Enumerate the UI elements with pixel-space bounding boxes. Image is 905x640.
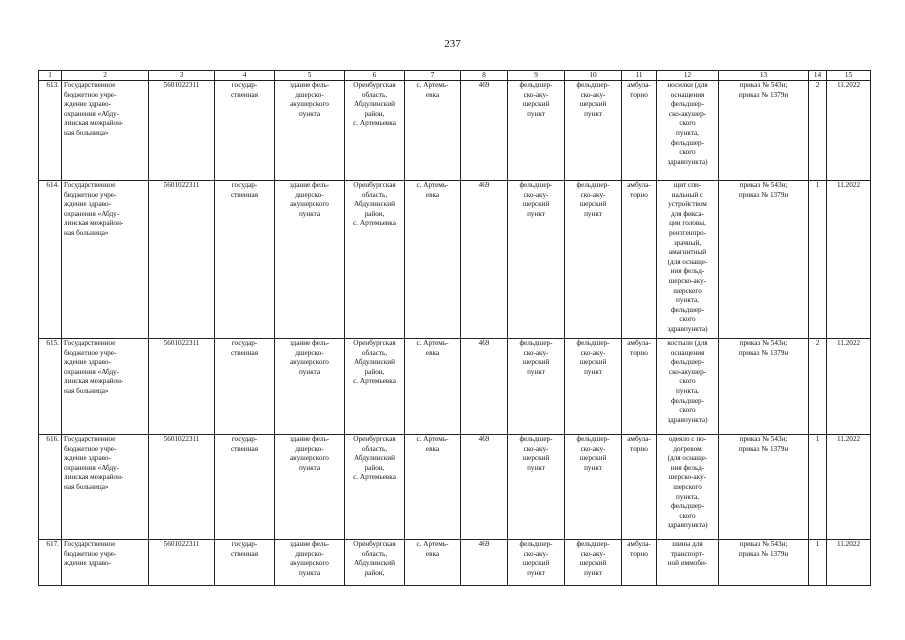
column-header: 15 — [827, 71, 871, 81]
table-row — [39, 540, 871, 586]
column-header: 5 — [275, 71, 345, 81]
ownership-cell: государ- ственная — [215, 435, 275, 540]
order-cell: приказ № 543н; приказ № 1379н — [719, 339, 809, 435]
care-form-cell: амбула- торно — [622, 339, 657, 435]
quantity-cell: 2 — [809, 81, 827, 181]
date-cell: 11.2022 — [827, 339, 871, 435]
column-header: 10 — [565, 71, 622, 81]
registry-table — [38, 70, 871, 586]
population-cell: 469 — [461, 339, 508, 435]
building-cell: здание фель- дшерско- акушерского пункта — [275, 81, 345, 181]
column-header: 4 — [215, 71, 275, 81]
unit-type-cell: фельдшер- ско-аку- шерский пункт — [508, 339, 565, 435]
table-row — [39, 339, 871, 435]
date-cell: 11.2022 — [827, 540, 871, 586]
care-form-cell: амбула- торно — [622, 181, 657, 339]
order-cell: приказ № 543н; приказ № 1379н — [719, 540, 809, 586]
building-cell: здание фель- дшерско- акушерского пункта — [275, 339, 345, 435]
building-cell: здание фель- дшерско- акушерского пункта — [275, 540, 345, 586]
settlement-cell: с. Артемь- евка — [405, 181, 461, 339]
column-header: 3 — [149, 71, 215, 81]
column-header: 7 — [405, 71, 461, 81]
unit-type-cell: фельдшер- ско-аку- шерский пункт — [565, 540, 622, 586]
unit-type-cell: фельдшер- ско-аку- шерский пункт — [508, 435, 565, 540]
settlement-cell: с. Артемь- евка — [405, 435, 461, 540]
header-row — [39, 71, 871, 81]
code-cell: 5601022311 — [149, 81, 215, 181]
quantity-cell: 1 — [809, 540, 827, 586]
settlement-cell: с. Артемь- евка — [405, 339, 461, 435]
row-number: 613. — [39, 81, 62, 181]
ownership-cell: государ- ственная — [215, 181, 275, 339]
population-cell: 469 — [461, 181, 508, 339]
quantity-cell: 2 — [809, 339, 827, 435]
building-cell: здание фель- дшерско- акушерского пункта — [275, 435, 345, 540]
row-number: 614. — [39, 181, 62, 339]
population-cell: 469 — [461, 435, 508, 540]
settlement-cell: с. Артемь- евка — [405, 81, 461, 181]
column-header: 2 — [62, 71, 149, 81]
equipment-cell: щит спи- нальный с устройством для фикса- ции головы, рентгенпро- зрачный, амагнитный (для оснаще- ния фельд- шерско-аку- шерского пункта, фельдшер- ского здравпункта) — [657, 181, 719, 339]
population-cell: 469 — [461, 540, 508, 586]
location-cell: Оренбургская область, Абдулинский район, с. Артемьевка — [345, 339, 405, 435]
quantity-cell: 1 — [809, 435, 827, 540]
location-cell: Оренбургская область, Абдулинский район, с. Артемьевка — [345, 81, 405, 181]
table-row — [39, 435, 871, 540]
equipment-cell: костыли (для оснащения фельдшер- ско-акушер- ского пункта, фельдшер- ского здравпункта) — [657, 339, 719, 435]
ownership-cell: государ- ственная — [215, 540, 275, 586]
row-number: 616. — [39, 435, 62, 540]
code-cell: 5601022311 — [149, 540, 215, 586]
column-header: 8 — [461, 71, 508, 81]
column-header: 9 — [508, 71, 565, 81]
unit-type-cell: фельдшер- ско-аку- шерский пункт — [508, 540, 565, 586]
care-form-cell: амбула- торно — [622, 435, 657, 540]
unit-type-cell: фельдшер- ско-аку- шерский пункт — [565, 181, 622, 339]
equipment-cell: шины для транспорт- ной иммоби- — [657, 540, 719, 586]
order-cell: приказ № 543н; приказ № 1379н — [719, 181, 809, 339]
row-number: 615. — [39, 339, 62, 435]
unit-type-cell: фельдшер- ско-аку- шерский пункт — [565, 339, 622, 435]
column-header: 13 — [719, 71, 809, 81]
equipment-cell: носилки (для оснащения фельдшер- ско-акушер- ского пункта, фельдшер- ского здравпункта) — [657, 81, 719, 181]
location-cell: Оренбургская область, Абдулинский район, с. Артемьевка — [345, 181, 405, 339]
ownership-cell: государ- ственная — [215, 81, 275, 181]
building-cell: здание фель- дшерско- акушерского пункта — [275, 181, 345, 339]
unit-type-cell: фельдшер- ско-аку- шерский пункт — [508, 181, 565, 339]
unit-type-cell: фельдшер- ско-аку- шерский пункт — [565, 81, 622, 181]
column-header: 11 — [622, 71, 657, 81]
institution-cell: Государственное бюджетное учре- ждение здраво- охранения «Абду- линская межрайон- ная больница» — [62, 181, 149, 339]
institution-cell: Государственное бюджетное учре- ждение здраво- охранения «Абду- линская межрайон- ная больница» — [62, 435, 149, 540]
location-cell: Оренбургская область, Абдулинский район, с. Артемьевка — [345, 435, 405, 540]
code-cell: 5601022311 — [149, 181, 215, 339]
care-form-cell: амбула- торно — [622, 540, 657, 586]
care-form-cell: амбула- торно — [622, 81, 657, 181]
date-cell: 11.2022 — [827, 181, 871, 339]
table-row — [39, 181, 871, 339]
page-number: 237 — [444, 38, 461, 50]
unit-type-cell: фельдшер- ско-аку- шерский пункт — [565, 435, 622, 540]
column-header: 6 — [345, 71, 405, 81]
settlement-cell: с. Артемь- евка — [405, 540, 461, 586]
institution-cell: Государственное бюджетное учре- ждение здраво- — [62, 540, 149, 586]
ownership-cell: государ- ственная — [215, 339, 275, 435]
institution-cell: Государственное бюджетное учре- ждение здраво- охранения «Абду- линская межрайон- ная больница» — [62, 81, 149, 181]
population-cell: 469 — [461, 81, 508, 181]
column-header: 12 — [657, 71, 719, 81]
column-header: 14 — [809, 71, 827, 81]
code-cell: 5601022311 — [149, 339, 215, 435]
row-number: 617. — [39, 540, 62, 586]
code-cell: 5601022311 — [149, 435, 215, 540]
institution-cell: Государственное бюджетное учре- ждение здраво- охранения «Абду- линская межрайон- ная больница» — [62, 339, 149, 435]
equipment-cell: одеяло с по- догревом (для оснаще- ния фельд- шерско-аку- шерского пункта, фельдшер- ского здравпункта) — [657, 435, 719, 540]
date-cell: 11.2022 — [827, 81, 871, 181]
table-row — [39, 81, 871, 181]
date-cell: 11.2022 — [827, 435, 871, 540]
column-header: 1 — [39, 71, 62, 81]
order-cell: приказ № 543н; приказ № 1379н — [719, 435, 809, 540]
quantity-cell: 1 — [809, 181, 827, 339]
location-cell: Оренбургская область, Абдулинский район, — [345, 540, 405, 586]
order-cell: приказ № 543н; приказ № 1379н — [719, 81, 809, 181]
unit-type-cell: фельдшер- ско-аку- шерский пункт — [508, 81, 565, 181]
